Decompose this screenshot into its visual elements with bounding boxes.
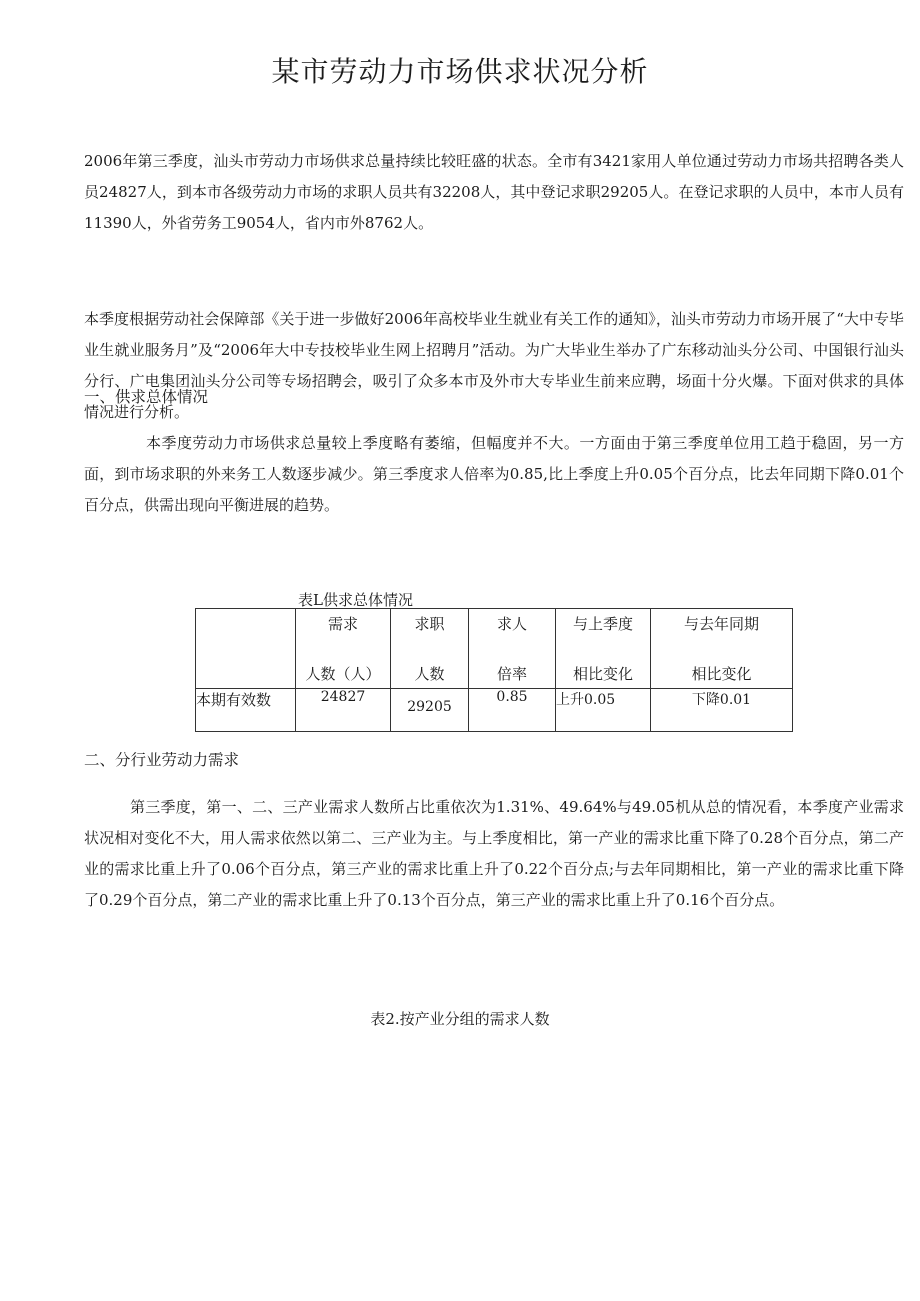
table-cell-ratio: 0.85 [469, 689, 556, 732]
table-cell-vs-last-quarter: 上升0.05 [556, 689, 651, 732]
table1-caption: 表L供求总体情况 [298, 591, 413, 609]
section-heading-industry: 二、分行业劳动力需求 [84, 751, 240, 769]
table-header-demand: 需求 人数（人） [296, 609, 391, 689]
supply-demand-table [195, 608, 793, 732]
paragraph-overall: 本季度劳动力市场供求总量较上季度略有萎缩，但幅度并不大。一方面由于第三季度单位用工趋于稳固，另一方面，到市场求职的外来务工人数逐步减少。第三季度求人倍率为0.85,比上季度上升0.05个百分点，比去年同期下降0.01个百分点，供需出现向平衡进展的趋势。 [84, 434, 904, 514]
table-header-jobseekers: 求职 人数 [391, 609, 469, 689]
paragraph-industry: 第三季度，第一、二、三产业需求人数所占比重依次为1.31%、49.64%与49.05机从总的情况看，本季度产业需求状况相对变化不大，用人需求依然以第二、三产业为主。与上季度相比，第一产业的需求比重下降了0.28个百分点，第二产业的需求比重上升了0.06个百分点，第三产业的需求比重上升了0.22个百分点;与去年同期相比，第一产业的需求比重下降了0.29个百分点，第二产业的需求比重上升了0.13个百分点，第三产业的需求比重上升了0.16个百分点。 [84, 798, 904, 909]
paragraph-intro: 2006年第三季度，汕头市劳动力市场供求总量持续比较旺盛的状态。全市有3421家用人单位通过劳动力市场共招聘各类人员24827人，到本市各级劳动力市场的求职人员共有32208人，其中登记求职29205人。在登记求职的人员中，本市人员有11390人，外省劳务工9054人，省内市外8762人。 [84, 152, 904, 232]
paragraph-activities: 本季度根据劳动社会保障部《关于进一步做好2006年高校毕业生就业有关工作的通知》，汕头市劳动力市场开展了“大中专毕业生就业服务月”及“2006年大中专技校毕业生网上招聘月”活动。为广大毕业生举办了广东移动汕头分公司、中国银行汕头分行、广电集团汕头分公司等专场招聘会，吸引了众多本市及外市大专毕业生前来应聘，场面十分火爆。下面对供求的具体情况进行分析。 [84, 310, 904, 421]
table-header-vs-last-quarter: 与上季度 相比变化 [556, 609, 651, 689]
section-heading-overall: 一、供求总体情况 [84, 388, 209, 406]
table-cell-vs-last-year: 下降0.01 [651, 689, 793, 732]
table-cell-demand: 24827 [296, 689, 391, 732]
table-header-cell [196, 609, 296, 689]
page-title: 某市劳动力市场供求状况分析 [271, 55, 649, 88]
table-row [196, 689, 793, 732]
table-cell-jobseekers: 29205 [391, 689, 469, 732]
table-cell-label: 本期有效数 [196, 689, 296, 732]
table-header-vs-last-year: 与去年同期 相比变化 [651, 609, 793, 689]
table-header-ratio: 求人 倍率 [469, 609, 556, 689]
table-header-row [196, 609, 793, 689]
table2-caption: 表2.按产业分组的需求人数 [370, 1010, 550, 1028]
